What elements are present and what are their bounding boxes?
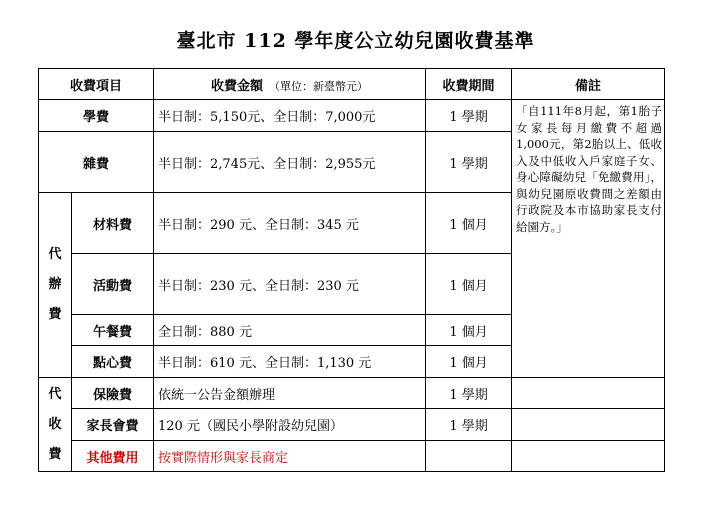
period-tuition: 1 學期 <box>426 100 512 132</box>
item-snack: 點心費 <box>72 346 154 378</box>
group-daiban-char: 代 <box>48 247 62 262</box>
amount-lunch: 全日制：880 元 <box>154 315 426 346</box>
table-row <box>39 441 665 472</box>
header-period: 收費期間 <box>426 69 512 100</box>
item-insurance: 保險費 <box>72 378 154 409</box>
table-header-row <box>39 69 665 100</box>
amount-parent-assoc: 120 元（國民小學附設幼兒園） <box>154 409 426 441</box>
header-note: 備註 <box>512 69 665 100</box>
amount-misc: 半日制：2,745元、全日制：2,955元 <box>154 132 426 193</box>
table-row <box>39 100 665 132</box>
amount-snack: 半日制：610 元、全日制：1,130 元 <box>154 346 426 378</box>
group-daiban-char: 費 <box>48 307 62 322</box>
fee-table <box>38 68 665 472</box>
group-daiban-char: 辦 <box>48 277 62 292</box>
amount-material: 半日制：290 元、全日制：345 元 <box>154 193 426 254</box>
table-row <box>39 409 665 441</box>
period-snack: 1 個月 <box>426 346 512 378</box>
header-amount-unit: （單位：新臺幣元） <box>269 79 369 93</box>
item-misc: 雜費 <box>39 132 154 193</box>
header-amount-label: 收費金額 <box>211 78 264 94</box>
group-daiban <box>39 193 72 378</box>
amount-insurance: 依統一公告金額辦理 <box>154 378 426 409</box>
period-material: 1 個月 <box>426 193 512 254</box>
item-other: 其他費用 <box>72 441 154 472</box>
amount-activity: 半日制：230 元、全日制：230 元 <box>154 254 426 315</box>
period-lunch: 1 個月 <box>426 315 512 346</box>
header-amount <box>154 69 426 100</box>
note-empty <box>512 441 665 472</box>
header-item: 收費項目 <box>39 69 154 100</box>
amount-other: 按實際情形與家長商定 <box>154 441 426 472</box>
group-daishou-char: 收 <box>48 416 62 432</box>
item-parent-assoc: 家長會費 <box>72 409 154 441</box>
group-daishou-char: 代 <box>48 386 62 402</box>
amount-tuition: 半日制：5,150元、全日制：7,000元 <box>154 100 426 132</box>
period-activity: 1 個月 <box>426 254 512 315</box>
period-parent-assoc: 1 學期 <box>426 409 512 441</box>
period-misc: 1 學期 <box>426 132 512 193</box>
note-empty <box>512 409 665 441</box>
item-lunch: 午餐費 <box>72 315 154 346</box>
item-material: 材料費 <box>72 193 154 254</box>
group-daishou <box>39 378 72 472</box>
period-other <box>426 441 512 472</box>
note-cell: 「自111年8月起，第1胎子女家長每月繳費不超過1,000元，第2胎以上、低收入及中低收入戶家庭子女、身心障礙幼兒「免繳費用」，與幼兒園原收費間之差額由行政院及本市協助家長支付給園方。」 <box>512 100 665 378</box>
group-daishou-char: 費 <box>48 446 62 462</box>
item-tuition: 學費 <box>39 100 154 132</box>
item-activity: 活動費 <box>72 254 154 315</box>
table-row <box>39 378 665 409</box>
period-insurance: 1 學期 <box>426 378 512 409</box>
page-title: 臺北市 112 學年度公立幼兒園收費基準 <box>176 30 535 52</box>
note-empty <box>512 378 665 409</box>
